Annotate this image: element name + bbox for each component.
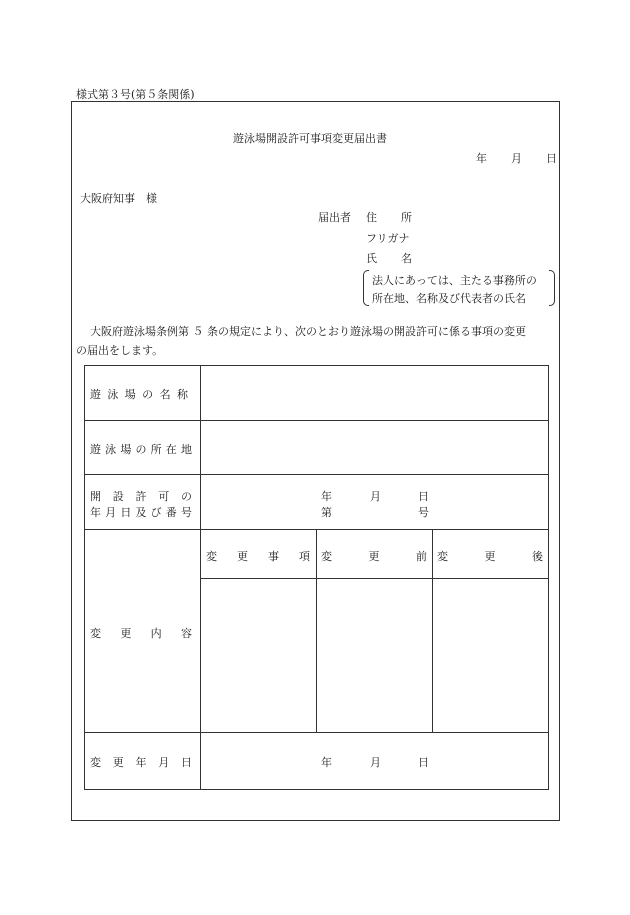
row-change-date-label: 変 更 年 月 日 <box>90 756 192 769</box>
change-day-label: 日 <box>418 756 429 769</box>
name-label: 氏 名 <box>366 252 412 265</box>
date-year-label: 年 <box>476 152 487 165</box>
row-permit-label-line-1: 開 設 許 可 の <box>90 490 192 503</box>
address-label: 住 所 <box>366 211 412 224</box>
facility-name-field[interactable] <box>202 367 547 419</box>
facility-location-field[interactable] <box>202 422 547 473</box>
row-facility-location-label: 遊 泳 場 の 所 在 地 <box>90 443 192 456</box>
col-after-header: 変 更 後 <box>437 550 543 563</box>
permit-year-label: 年 <box>321 490 332 503</box>
notifier-label: 届出者 <box>318 211 351 224</box>
row-change-content-label: 変 更 内 容 <box>90 627 192 640</box>
row-facility-name-label: 遊 泳 場 の 名 称 <box>90 388 188 401</box>
note-line-1: 法人にあっては、主たる事務所の <box>372 274 537 287</box>
permit-month-label: 月 <box>370 490 381 503</box>
permit-day-label: 日 <box>418 490 429 503</box>
form-number: 様式第３号(第５条関係) <box>76 88 195 101</box>
change-after-field[interactable] <box>434 580 546 730</box>
permit-number-suffix: 号 <box>418 506 429 519</box>
body-text-line-1: 大阪府遊泳場条例第 ５ 条の規定により、次のとおり遊泳場の開設許可に係る事項の変更 <box>90 325 526 338</box>
col-change-item-header: 変 更 事 項 <box>206 550 310 563</box>
permit-number-prefix: 第 <box>321 506 332 519</box>
date-month-label: 月 <box>511 152 522 165</box>
addressee: 大阪府知事 様 <box>80 192 157 205</box>
change-month-label: 月 <box>370 756 381 769</box>
note-close-bracket <box>549 270 555 306</box>
row-permit-label-line-2: 年 月 日 及 び 番 号 <box>90 506 192 519</box>
change-year-label: 年 <box>321 756 332 769</box>
change-before-field[interactable] <box>318 580 430 730</box>
date-day-label: 日 <box>546 152 557 165</box>
col-before-header: 変 更 前 <box>321 550 427 563</box>
furigana-label: フリガナ <box>366 232 410 245</box>
change-item-field[interactable] <box>202 580 314 730</box>
body-text-line-2: の届出をします。 <box>76 344 164 357</box>
note-open-bracket <box>363 270 369 306</box>
form-title: 遊泳場開設許可事項変更届出書 <box>233 132 387 145</box>
note-line-2: 所在地、名称及び代表者の氏名 <box>372 292 526 305</box>
